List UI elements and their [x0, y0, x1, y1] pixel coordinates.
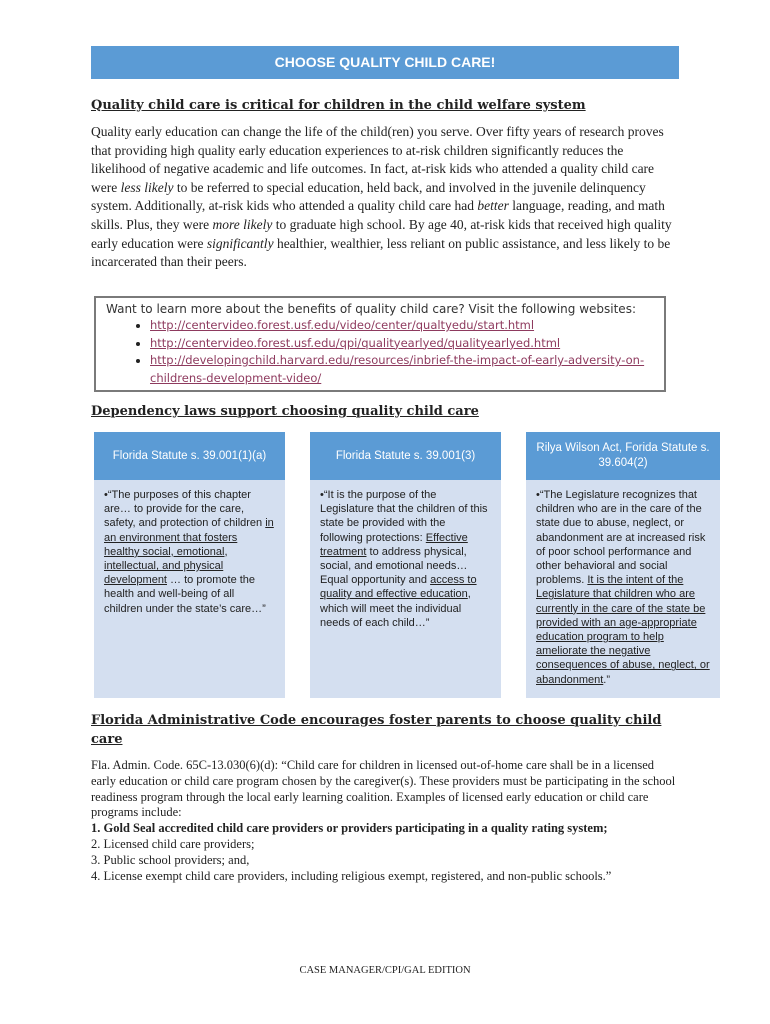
- body-text: to graduate high school. By age 40, at-risk kids that received high quality early education were: [91, 216, 672, 251]
- list-item: 4. License exempt child care providers, including religious exempt, registered, and non-public schools.”: [91, 868, 612, 883]
- body-text: … to promote the health and well-being of all children under the state’s care…”: [104, 574, 266, 615]
- list-item: 1. Gold Seal accredited child care providers or providers participating in a quality rating system;: [91, 821, 608, 836]
- list-item: [150, 352, 654, 387]
- statute-column-3: [526, 432, 720, 698]
- section-heading-admin-code: Florida Administrative Code encourages foster parents to choose quality child care: [91, 713, 662, 747]
- admin-code-intro: Fla. Admin. Code. 65C-13.030(6)(d): “Child care for children in licensed out-of-home care shall be in a licensed early education or child care program chosen by the caregiver(s). These providers must be participating in the school readiness program through the local early learning coalition. Examples of licensed early education or child care programs include:: [91, 758, 676, 820]
- list-item: 3. Public school providers; and,: [91, 852, 250, 867]
- underlined-text: in an environment that fosters healthy social, emotional, intellectual, and physical development: [104, 517, 274, 587]
- body-text: healthier, wealthier, less reliant on public assistance, and less likely to be incarcerated than their peers.: [91, 235, 671, 270]
- statute-title: Florida Statute s. 39.001(1)(a): [94, 432, 285, 480]
- underlined-text: access to quality and effective education: [320, 574, 477, 601]
- intro-paragraph: [91, 123, 681, 272]
- underlined-text: Effective treatment: [320, 531, 468, 558]
- emphasis-text: less likely: [120, 179, 174, 195]
- admin-code-text: [91, 758, 681, 884]
- statute-column-2: [310, 432, 501, 698]
- statute-text: [526, 480, 720, 687]
- section-heading-quality-care: Quality child care is critical for children in the child welfare system: [91, 98, 586, 113]
- page-footer: CASE MANAGER/CPI/GAL EDITION: [299, 965, 471, 976]
- statute-column-1: [94, 432, 285, 698]
- resources-lead: Want to learn more about the benefits of quality child care? Visit the following websites:: [106, 302, 636, 316]
- list-item: [150, 335, 654, 353]
- list-item: 2. Licensed child care providers;: [91, 836, 255, 851]
- body-text: Quality early education can change the life of the child(ren) you serve. Over fifty years of research proves that providing high quality early education experiences to at-risk children significantly reduces the likelihood of negative academic and life outcomes. In fact, at-risk kids who attended a quality child care were: [91, 124, 664, 195]
- resource-link-1[interactable]: http://centervideo.forest.usf.edu/video/center/qualtyedu/start.html: [150, 318, 535, 332]
- statute-title: Rilya Wilson Act, Forida Statute s. 39.604(2): [526, 432, 720, 480]
- resource-link-2[interactable]: http://centervideo.forest.usf.edu/qpi/qualityearlyed/qualityearlyed.html: [150, 335, 561, 350]
- underlined-text: It is the intent of the Legislature that children who are currently in the care of the state be provided with an age-appropriate education program to help ameliorate the negative consequences of abuse, neglect, or abandonment: [536, 574, 710, 686]
- emphasis-text: more likely: [212, 216, 273, 232]
- list-item: [150, 317, 654, 335]
- statute-text: [310, 480, 501, 630]
- intro-text: [91, 123, 681, 272]
- page-banner: CHOOSE QUALITY CHILD CARE!: [91, 46, 679, 79]
- body-text: language, reading, and math skills. Plus, they were: [91, 198, 665, 232]
- body-text: to be referred to special education, held back, and involved in the juvenile delinquency system. Additionally, at-risk kids who attended a quality child care had: [91, 179, 646, 214]
- emphasis-text: better: [477, 198, 509, 214]
- statute-text: [94, 480, 285, 616]
- body-text: , which will meet the individual needs of each child…”: [320, 588, 471, 629]
- resource-link-3[interactable]: http://developingchild.harvard.edu/resources/inbrief-the-impact-of-early-adversity-on-childrens-development-video/: [150, 353, 645, 385]
- statute-title: Florida Statute s. 39.001(3): [310, 432, 501, 480]
- section-heading-dependency-laws: Dependency laws support choosing quality child care: [91, 404, 479, 419]
- body-text: .”: [603, 673, 611, 686]
- statute-columns: [94, 432, 710, 698]
- emphasis-text: significantly: [206, 235, 274, 251]
- body-text: •“The purposes of this chapter are… to provide for the care, safety, and protection of children: [104, 489, 266, 530]
- body-text: •“It is the purpose of the Legislature that the children of this state be provided with the following protections:: [320, 489, 488, 544]
- body-text: to address physical, social, and emotional needs… Equal opportunity and: [320, 545, 468, 587]
- resources-box: [94, 296, 666, 392]
- body-text: •“The Legislature recognizes that children who are in the care of the state due to abuse, neglect, or abandonment are at increased risk of poor school performance and other behavioral and social problems.: [536, 489, 706, 587]
- resources-list: [106, 317, 654, 387]
